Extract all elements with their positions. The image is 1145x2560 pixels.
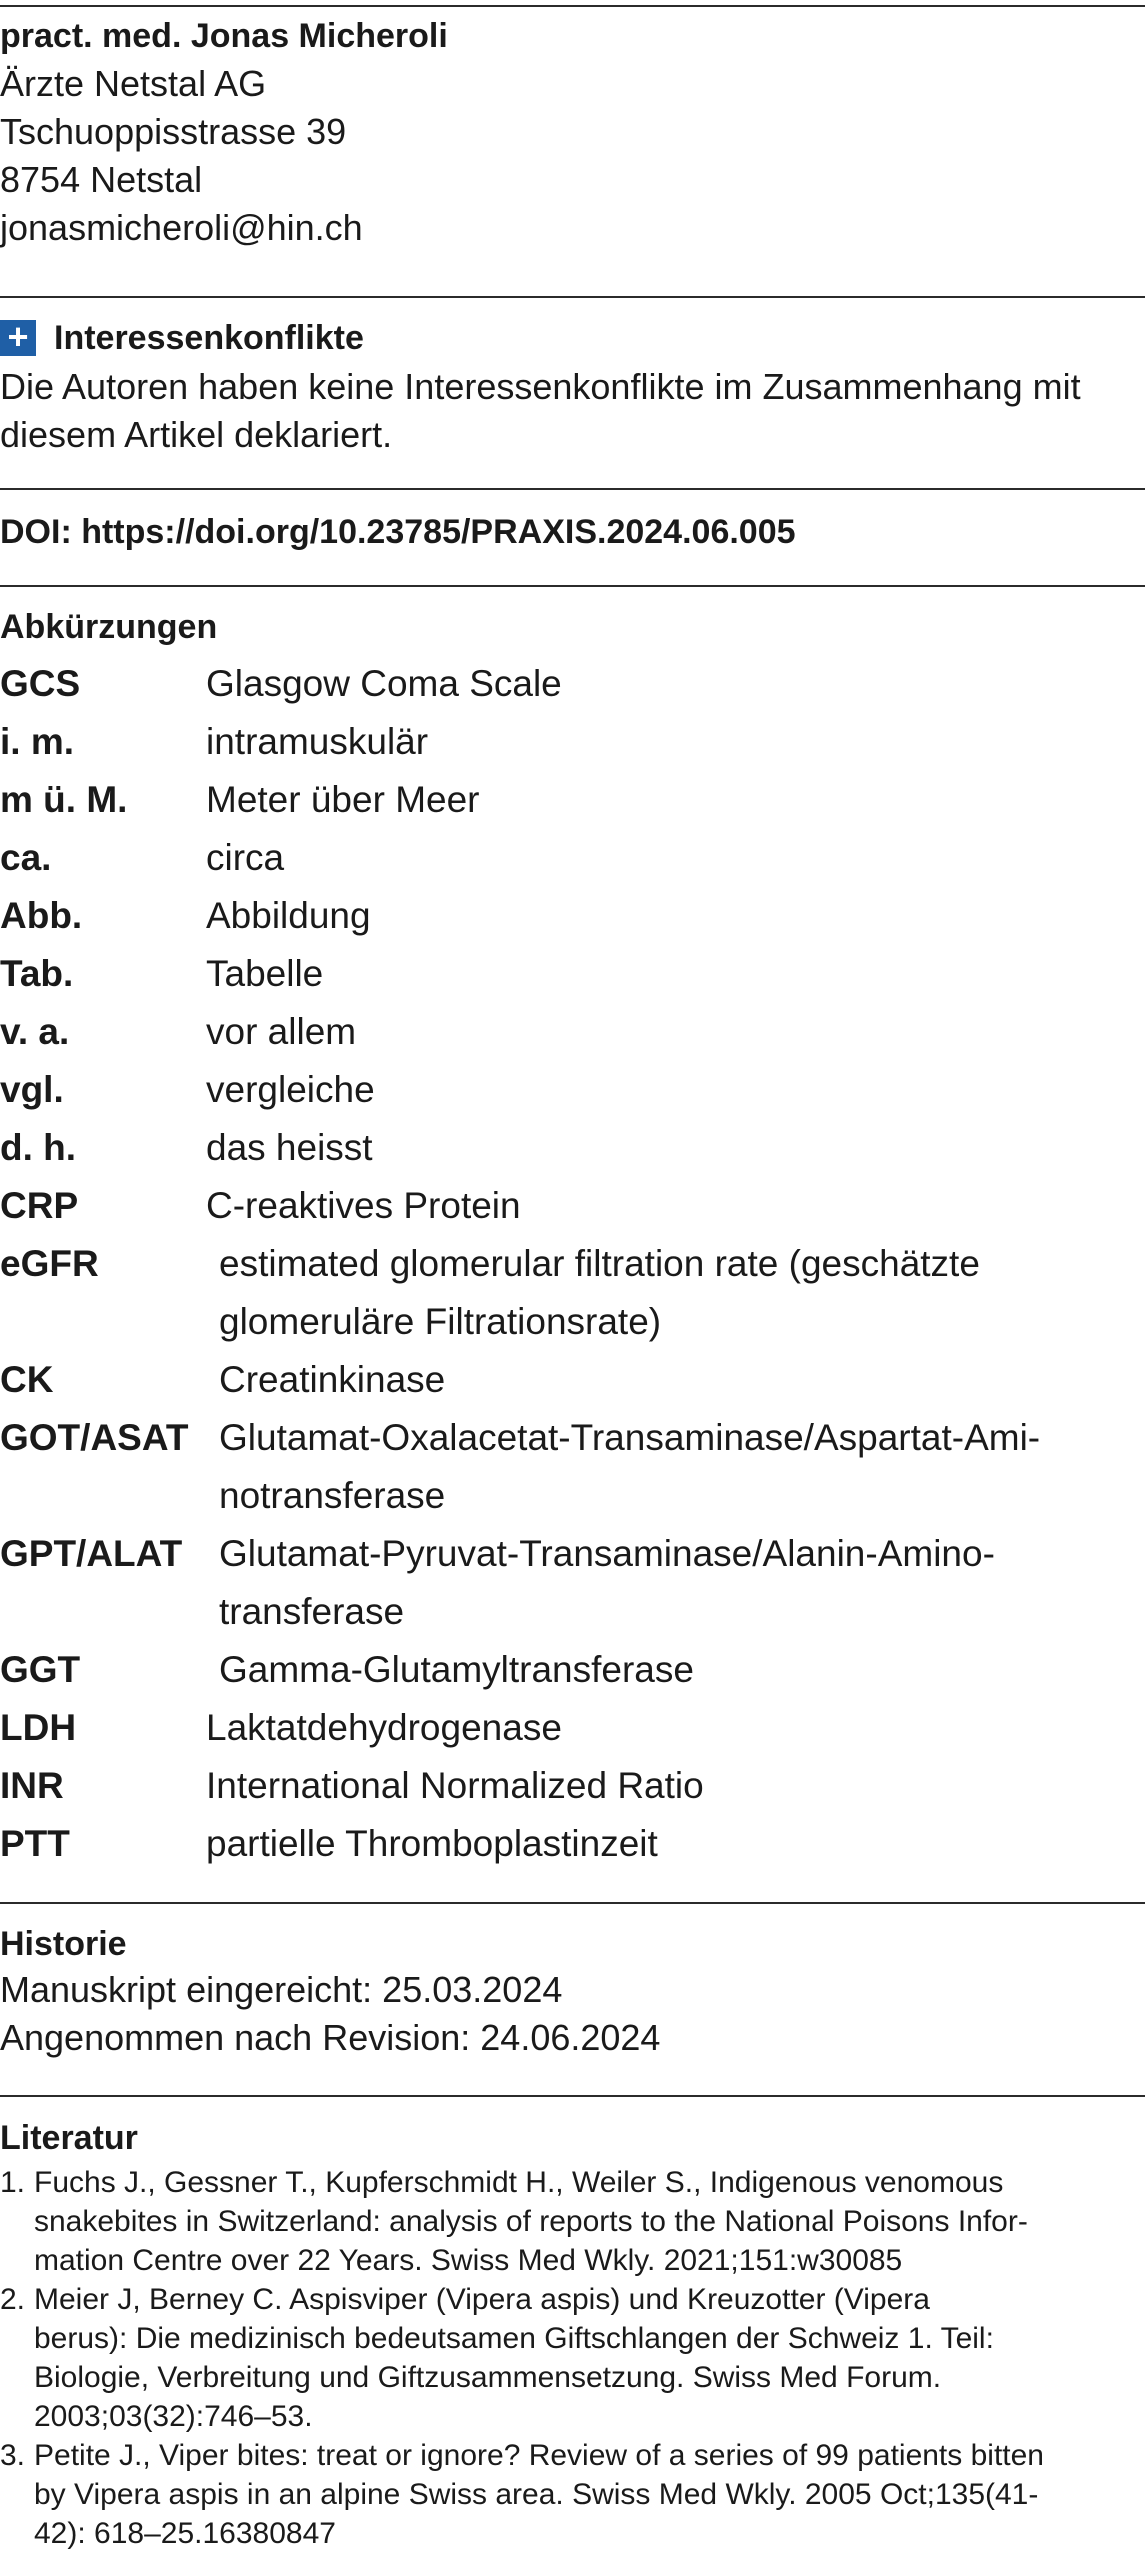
abbreviation-row <box>0 1699 1140 1757</box>
abbreviation-value: das heisst <box>206 1127 373 1168</box>
abbreviation-value: estimated glomerular filtration rate (geschätzte <box>219 1243 980 1284</box>
abbreviation-value: circa <box>206 837 285 878</box>
reference-line: 42): 618–25.16380847 <box>34 2517 336 2550</box>
abbreviation-value: Meter über Meer <box>206 779 480 820</box>
abbreviation-value-group <box>219 1525 1140 1641</box>
abbreviation-row <box>0 1119 1140 1177</box>
abbreviation-row <box>0 1525 1140 1641</box>
reference-line: Fuchs J., Gessner T., Kupferschmidt H., Weiler S., Indigenous venomous <box>34 2166 1004 2199</box>
reference-item <box>0 2163 1140 2280</box>
abbreviation-row <box>0 1409 1140 1525</box>
abbreviation-row <box>0 713 1140 771</box>
abbreviation-value: partielle Thromboplastinzeit <box>206 1823 658 1864</box>
abbreviation-key: CK <box>0 1359 54 1400</box>
abbreviation-key: GCS <box>0 663 81 704</box>
author-name: pract. med. Jonas Micheroli <box>0 17 448 55</box>
abbreviation-key: v. a. <box>0 1011 70 1052</box>
abbreviation-value: Tabelle <box>206 953 324 994</box>
divider <box>0 5 1145 7</box>
abbreviation-key: vgl. <box>0 1069 64 1110</box>
abbreviation-key: i. m. <box>0 721 75 762</box>
abbreviation-value: Laktatdehydrogenase <box>206 1707 562 1748</box>
reference-text <box>34 2280 1140 2436</box>
conflicts-title: Interessenkonflikte <box>54 319 364 357</box>
reference-line: Petite J., Viper bites: treat or ignore? Review of a series of 99 patients bitten <box>34 2439 1044 2472</box>
abbreviation-row <box>0 945 1140 1003</box>
abbreviation-row <box>0 887 1140 945</box>
abbreviation-value: Glasgow Coma Scale <box>206 663 562 704</box>
reference-line: Biologie, Verbreitung und Giftzusammensetzung. Swiss Med Forum. <box>34 2361 942 2394</box>
abbreviation-value: C-reaktives Protein <box>206 1185 521 1226</box>
doi-link[interactable]: DOI: https://doi.org/10.23785/PRAXIS.2024.06.005 <box>0 513 796 551</box>
abbreviation-key: Abb. <box>0 895 83 936</box>
abbreviation-value: vor allem <box>206 1011 357 1052</box>
abbreviation-row <box>0 1641 1140 1699</box>
reference-number: 1. <box>0 2166 26 2199</box>
abbreviation-row <box>0 1003 1140 1061</box>
reference-item <box>0 2280 1140 2436</box>
plus-icon[interactable]: + <box>0 320 36 356</box>
author-email[interactable]: jonasmicheroli@hin.ch <box>0 207 363 248</box>
abbreviation-value-continued: notransferase <box>219 1475 446 1516</box>
author-block <box>0 12 1140 252</box>
reference-line: snakebites in Switzerland: analysis of reports to the National Poisons Infor- <box>34 2205 1028 2238</box>
literature-title: Literatur <box>0 2119 138 2157</box>
abbreviation-value-continued: glomeruläre Filtrationsrate) <box>219 1301 662 1342</box>
divider <box>0 585 1145 587</box>
reference-text <box>34 2163 1140 2280</box>
reference-line: berus): Die medizinisch bedeutsamen Giftschlangen der Schweiz 1. Teil: <box>34 2322 994 2355</box>
conflicts-text-line: diesem Artikel deklariert. <box>0 414 393 455</box>
abbreviation-row <box>0 1177 1140 1235</box>
reference-item <box>0 2436 1140 2553</box>
abbreviations-title: Abkürzungen <box>0 608 218 646</box>
reference-text <box>34 2436 1140 2553</box>
author-street: Tschuoppisstrasse 39 <box>0 111 347 152</box>
conflicts-section <box>0 313 1140 459</box>
abbreviations-table <box>0 655 1140 1873</box>
abbreviation-row <box>0 1061 1140 1119</box>
abbreviation-key: PTT <box>0 1823 70 1864</box>
reference-line: Meier J, Berney C. Aspisviper (Vipera aspis) und Kreuzotter (Vipera <box>34 2283 930 2316</box>
abbreviation-row <box>0 1351 1140 1409</box>
literature-title-block <box>0 2116 1140 2160</box>
abbreviation-value: Gamma-Glutamyltransferase <box>219 1649 694 1690</box>
abbreviation-row <box>0 1235 1140 1351</box>
abbreviation-key: GOT/ASAT <box>0 1417 189 1458</box>
abbreviation-value-continued: transferase <box>219 1591 405 1632</box>
abbreviation-value-group <box>219 1235 1140 1351</box>
abbreviation-row <box>0 829 1140 887</box>
divider <box>0 2095 1145 2097</box>
abbreviation-key: Tab. <box>0 953 74 994</box>
abbreviation-row <box>0 1757 1140 1815</box>
abbreviation-value: Creatinkinase <box>219 1359 446 1400</box>
abbreviation-key: GGT <box>0 1649 81 1690</box>
reference-line: mation Centre over 22 Years. Swiss Med Wkly. 2021;151:w30085 <box>34 2244 903 2277</box>
reference-number: 3. <box>0 2439 26 2472</box>
abbreviation-key: d. h. <box>0 1127 77 1168</box>
author-org: Ärzte Netstal AG <box>0 63 267 104</box>
divider <box>0 1902 1145 1904</box>
history-title: Historie <box>0 1925 127 1963</box>
abbreviation-value: vergleiche <box>206 1069 375 1110</box>
abbreviation-value: Abbildung <box>206 895 371 936</box>
abbreviation-value: Glutamat-Oxalacetat-Transaminase/Aspartat-Ami- <box>219 1417 1041 1458</box>
abbreviation-row <box>0 1815 1140 1873</box>
history-submitted: Manuskript eingereicht: 25.03.2024 <box>0 1969 563 2010</box>
divider <box>0 488 1145 490</box>
abbreviation-value: intramuskulär <box>206 721 429 762</box>
author-city: 8754 Netstal <box>0 159 203 200</box>
abbreviation-row <box>0 655 1140 713</box>
history-accepted: Angenommen nach Revision: 24.06.2024 <box>0 2017 661 2058</box>
reference-list <box>0 2163 1140 2553</box>
abbreviation-row <box>0 771 1140 829</box>
abbreviation-key: LDH <box>0 1707 77 1748</box>
abbreviation-key: INR <box>0 1765 64 1806</box>
abbreviation-key: m ü. M. <box>0 779 128 820</box>
abbreviation-key: eGFR <box>0 1243 99 1284</box>
reference-line: 2003;03(32):746–53. <box>34 2400 313 2433</box>
history-section <box>0 1922 1140 2062</box>
divider <box>0 296 1145 298</box>
abbreviation-value: International Normalized Ratio <box>206 1765 704 1806</box>
conflicts-text-line: Die Autoren haben keine Interessenkonflikte im Zusammenhang mit <box>0 366 1081 407</box>
abbreviation-value-group <box>219 1409 1140 1525</box>
abbreviations-title-block <box>0 605 1140 649</box>
doi-section <box>0 510 1140 554</box>
abbreviation-value: Glutamat-Pyruvat-Transaminase/Alanin-Amino- <box>219 1533 995 1574</box>
abbreviation-key: CRP <box>0 1185 79 1226</box>
conflicts-header[interactable] <box>0 313 1140 363</box>
reference-number: 2. <box>0 2283 26 2316</box>
abbreviation-key: GPT/ALAT <box>0 1533 183 1574</box>
reference-line: by Vipera aspis in an alpine Swiss area. Swiss Med Wkly. 2005 Oct;135(41- <box>34 2478 1039 2511</box>
abbreviation-key: ca. <box>0 837 52 878</box>
